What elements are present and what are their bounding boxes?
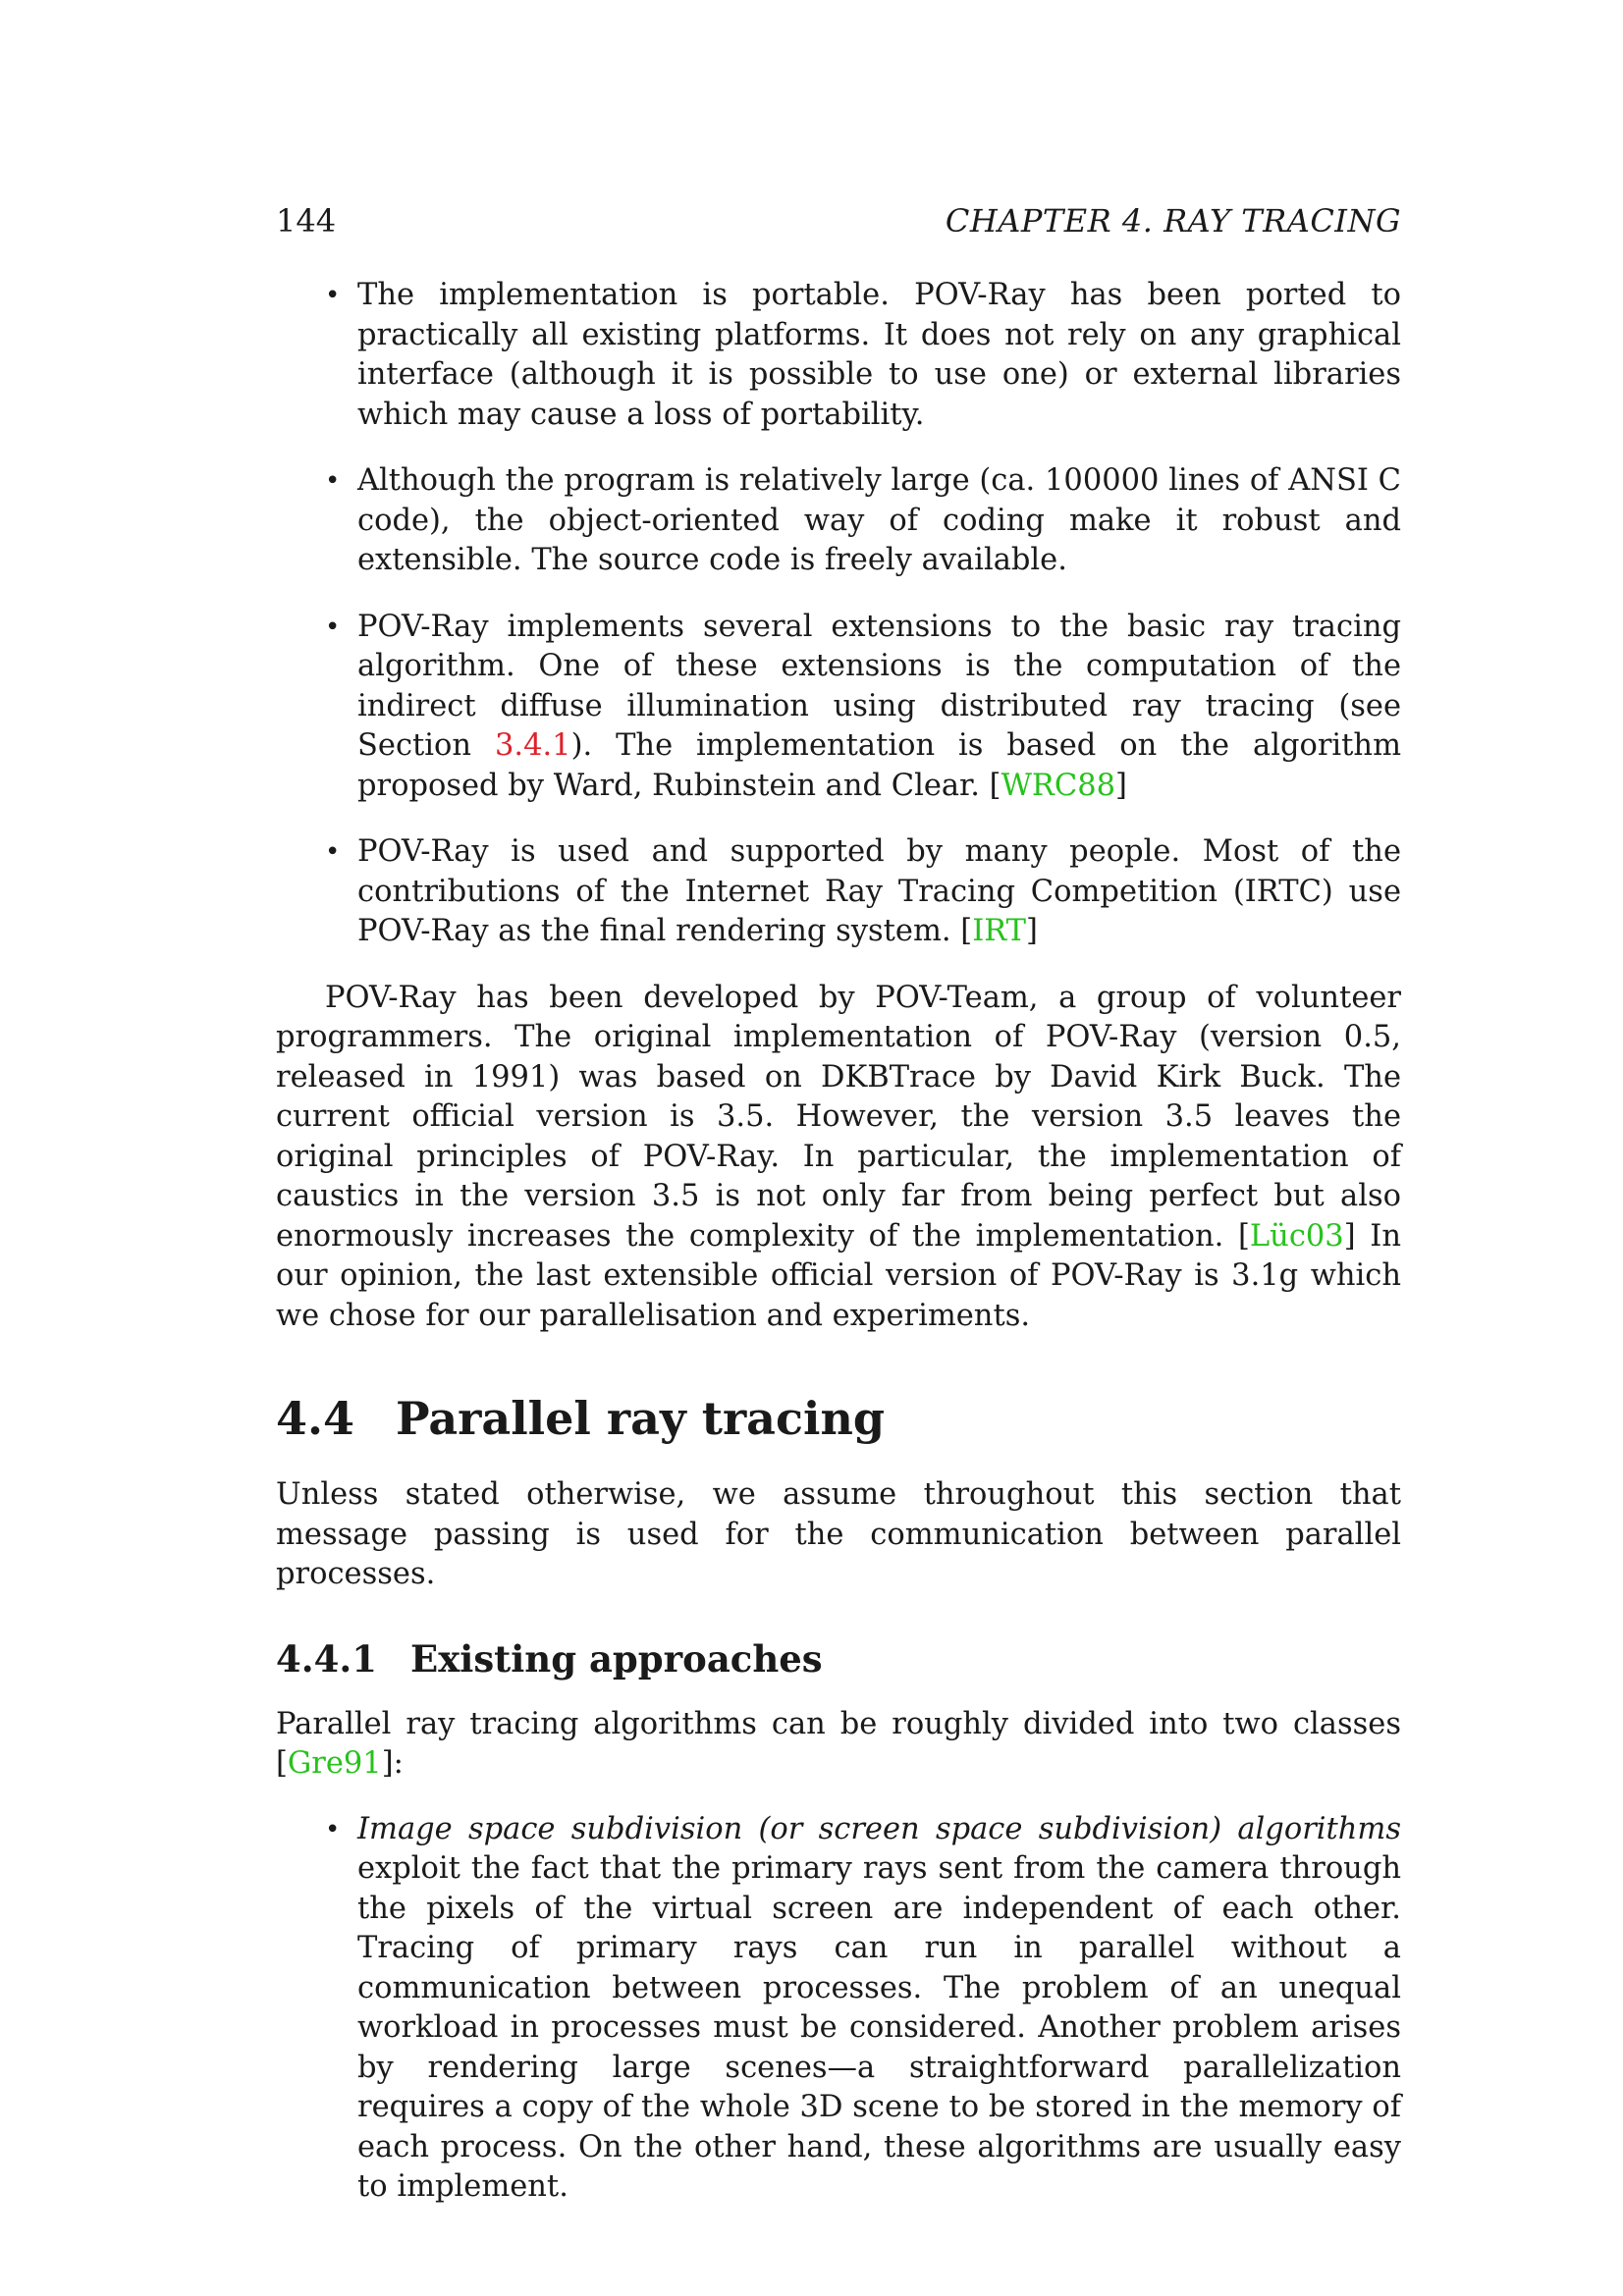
subsection-number: 4.4.1 (276, 1636, 377, 1681)
section-number: 4.4 (276, 1392, 355, 1445)
chapter-title: CHAPTER 4. RAY TRACING (945, 202, 1401, 240)
paragraph-povray-history: POV-Ray has been developed by POV-Team, a group of volunteer programmers. The original implementation of POV-Ray (version 0.5, released in 1991) was based on DKBTrace by David Kirk Buck. The current official version is 3.5. However, the version 3.5 leaves the original principles of POV-Ray. In particular, the implementation of caustics in the version 3.5 is not only far from being perfect but also enormously increases the complexity of the implementation. [Lüc03] In our opinion, the last extensible official version of POV-Ray is 3.1g which we chose for our parallelisation and experiments. (276, 980, 1401, 1333)
bullet-icon: • (325, 837, 341, 867)
section-ref-link[interactable]: 3.4.1 (494, 728, 571, 763)
subsection-title: Existing approaches (410, 1636, 823, 1681)
subsection-heading (276, 1636, 1401, 1682)
list-item: • The implementation is portable. POV-Ray has been ported to practically all existing platforms. It does not rely on any graphical interface (although it is possible to use one) or external libraries which may cause a loss of portability. (325, 278, 1401, 432)
subsection-intro: Parallel ray tracing algorithms can be roughly divided into two classes [Gre91]: (276, 1706, 1401, 1781)
emphasis-term: Image space subdivision (or screen space subdivision) algorithms (357, 1811, 1401, 1846)
citation-link[interactable]: WRC88 (1001, 768, 1116, 803)
bullet-icon: • (325, 1814, 341, 1844)
bullet-icon: • (325, 466, 341, 496)
citation-link[interactable]: IRT (972, 914, 1027, 948)
page (276, 191, 1401, 2234)
list-item: • Although the program is relatively large (ca. 100000 lines of ANSI C code), the object-oriented way of coding make it robust and extensible. The source code is freely available. (325, 463, 1401, 577)
page-number: 144 (276, 202, 337, 240)
section-title: Parallel ray tracing (396, 1392, 886, 1445)
list-item: • POV-Ray is used and supported by many people. Most of the contributions of the Internet Ray Tracing Competition (IRTC) use POV-Ray as the final rendering system. [IRT] (325, 834, 1401, 948)
approach-list (276, 1810, 1401, 2208)
bullet-icon: • (325, 281, 341, 310)
running-head (276, 191, 1401, 250)
list-item: • POV-Ray implements several extensions to the basic ray tracing algorithm. One of these extensions is the computation of the indirect diffuse illumination using distributed ray tracing (see Section 3.4.1). The implementation is based on the algorithm proposed by Ward, Rubinstein and Clear. [WRC88] (325, 609, 1401, 803)
section-heading (276, 1391, 1401, 1446)
bullet-icon: • (325, 612, 341, 642)
feature-list (276, 276, 1401, 952)
citation-link[interactable]: Gre91 (287, 1746, 382, 1781)
section-intro: Unless stated otherwise, we assume throughout this section that message passing is used for the communication between parallel processes. (276, 1477, 1401, 1591)
citation-link[interactable]: Lüc03 (1249, 1218, 1344, 1254)
list-item: • Image space subdivision (or screen space subdivision) algorithms exploit the fact that the primary rays sent from the camera through the pixels of the virtual screen are independent of each other. Tracing of primary rays can run in parallel without a communication between processes. The problem of an unequal workload in processes must be considered. Another problem arises by rendering large scenes—a straightforward parallelization requires a copy of the whole 3D scene to be stored in the memory of each process. On the other hand, these algorithms are usually easy to implement. (325, 1811, 1401, 2204)
